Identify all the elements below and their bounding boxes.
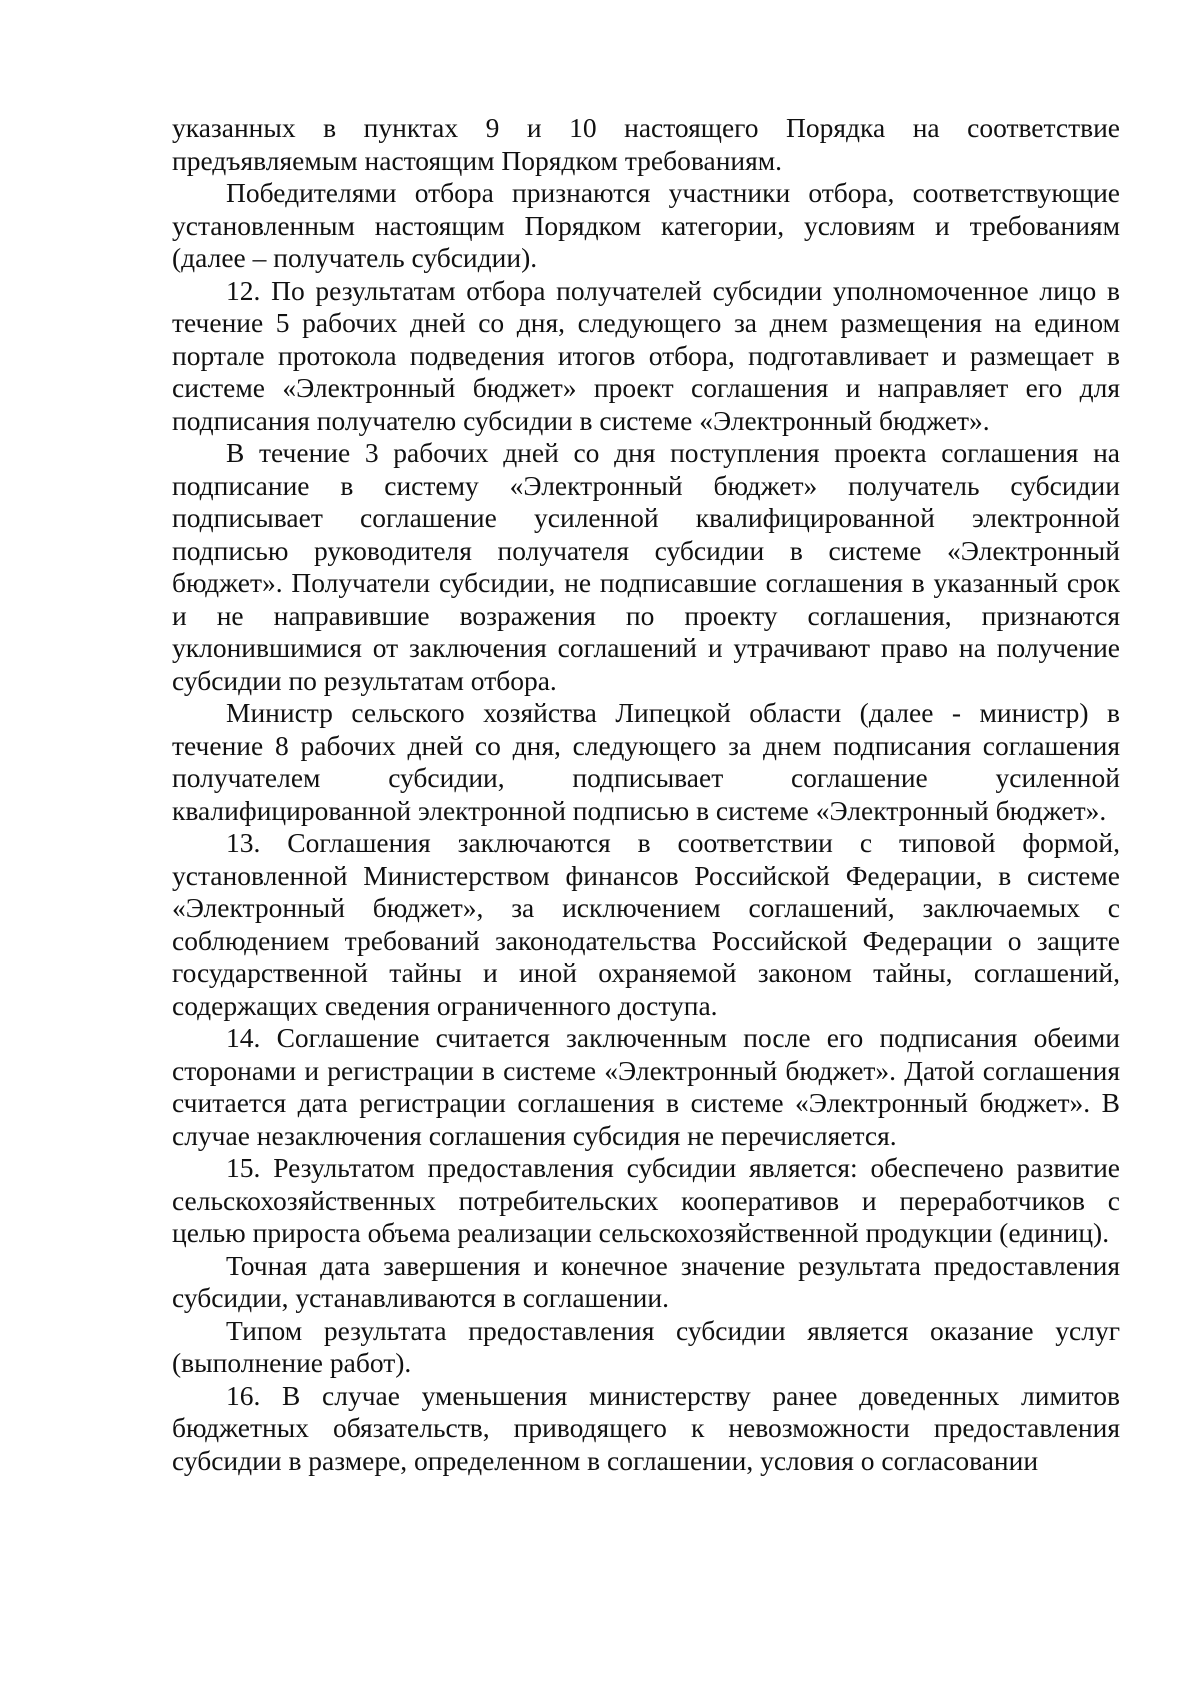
paragraph-8: 15. Результатом предоставления субсидии является: обеспечено развитие сельскохозяйственных потребительских кооперативов и переработчиков с целью прироста объема реализации сельскохозяйственной продукции (единиц). [172,1152,1120,1248]
paragraph-7: 14. Соглашение считается заключенным после его подписания обеими сторонами и регистрации в системе «Электронный бюджет». Датой соглашения считается дата регистрации соглашения в системе «Электронный бюджет». В случае незаключения соглашения субсидия не перечисляется. [172,1022,1120,1151]
paragraph-10: Типом результата предоставления субсидии является оказание услуг (выполнение работ). [172,1314,1120,1378]
document-page [172,112,1120,1477]
paragraph-11: 16. В случае уменьшения министерству ранее доведенных лимитов бюджетных обязательств, приводящего к невозможности предоставления субсидии в размере, определенном в соглашении, условия о согласовании [172,1379,1120,1476]
paragraph-9: Точная дата завершения и конечное значение результата предоставления субсидии, устанавливаются в соглашении. [172,1249,1120,1313]
paragraph-6: 13. Соглашения заключаются в соответствии с типовой формой, установленной Министерством финансов Российской Федерации, в системе «Электронный бюджет», за исключением соглашений, заключаемых с соблюдением требований законодательства Российской Федерации о защите государственной тайны и иной охраняемой законом тайны, соглашений, содержащих сведения ограниченного доступа. [172,827,1120,1021]
paragraph-3: 12. По результатам отбора получателей субсидии уполномоченное лицо в течение 5 рабочих дней со дня, следующего за днем размещения на едином портале протокола подведения итогов отбора, подготавливает и размещает в системе «Электронный бюджет» проект соглашения и направляет его для подписания получателю субсидии в системе «Электронный бюджет». [172,274,1120,436]
paragraph-5: Министр сельского хозяйства Липецкой области (далее - министр) в течение 8 рабочих дней со дня, следующего за днем подписания соглашения получателем субсидии, подписывает соглашение усиленной квалифицированной электронной подписью в системе «Электронный бюджет». [172,697,1120,826]
paragraph-1: указанных в пунктах 9 и 10 настоящего Порядка на соответствие предъявляемым настоящим Порядком требованиям. [172,112,1120,176]
paragraph-4: В течение 3 рабочих дней со дня поступления проекта соглашения на подписание в систему «Электронный бюджет» получатель субсидии подписывает соглашение усиленной квалифицированной электронной подписью руководителя получателя субсидии в системе «Электронный бюджет». Получатели субсидии, не подписавшие соглашения в указанный срок и не направившие возражения по проекту соглашения, признаются уклонившимися от заключения соглашений и утрачивают право на получение субсидии по результатам отбора. [172,437,1120,696]
paragraph-2: Победителями отбора признаются участники отбора, соответствующие установленным настоящим Порядком категории, условиям и требованиям (далее – получатель субсидии). [172,177,1120,273]
